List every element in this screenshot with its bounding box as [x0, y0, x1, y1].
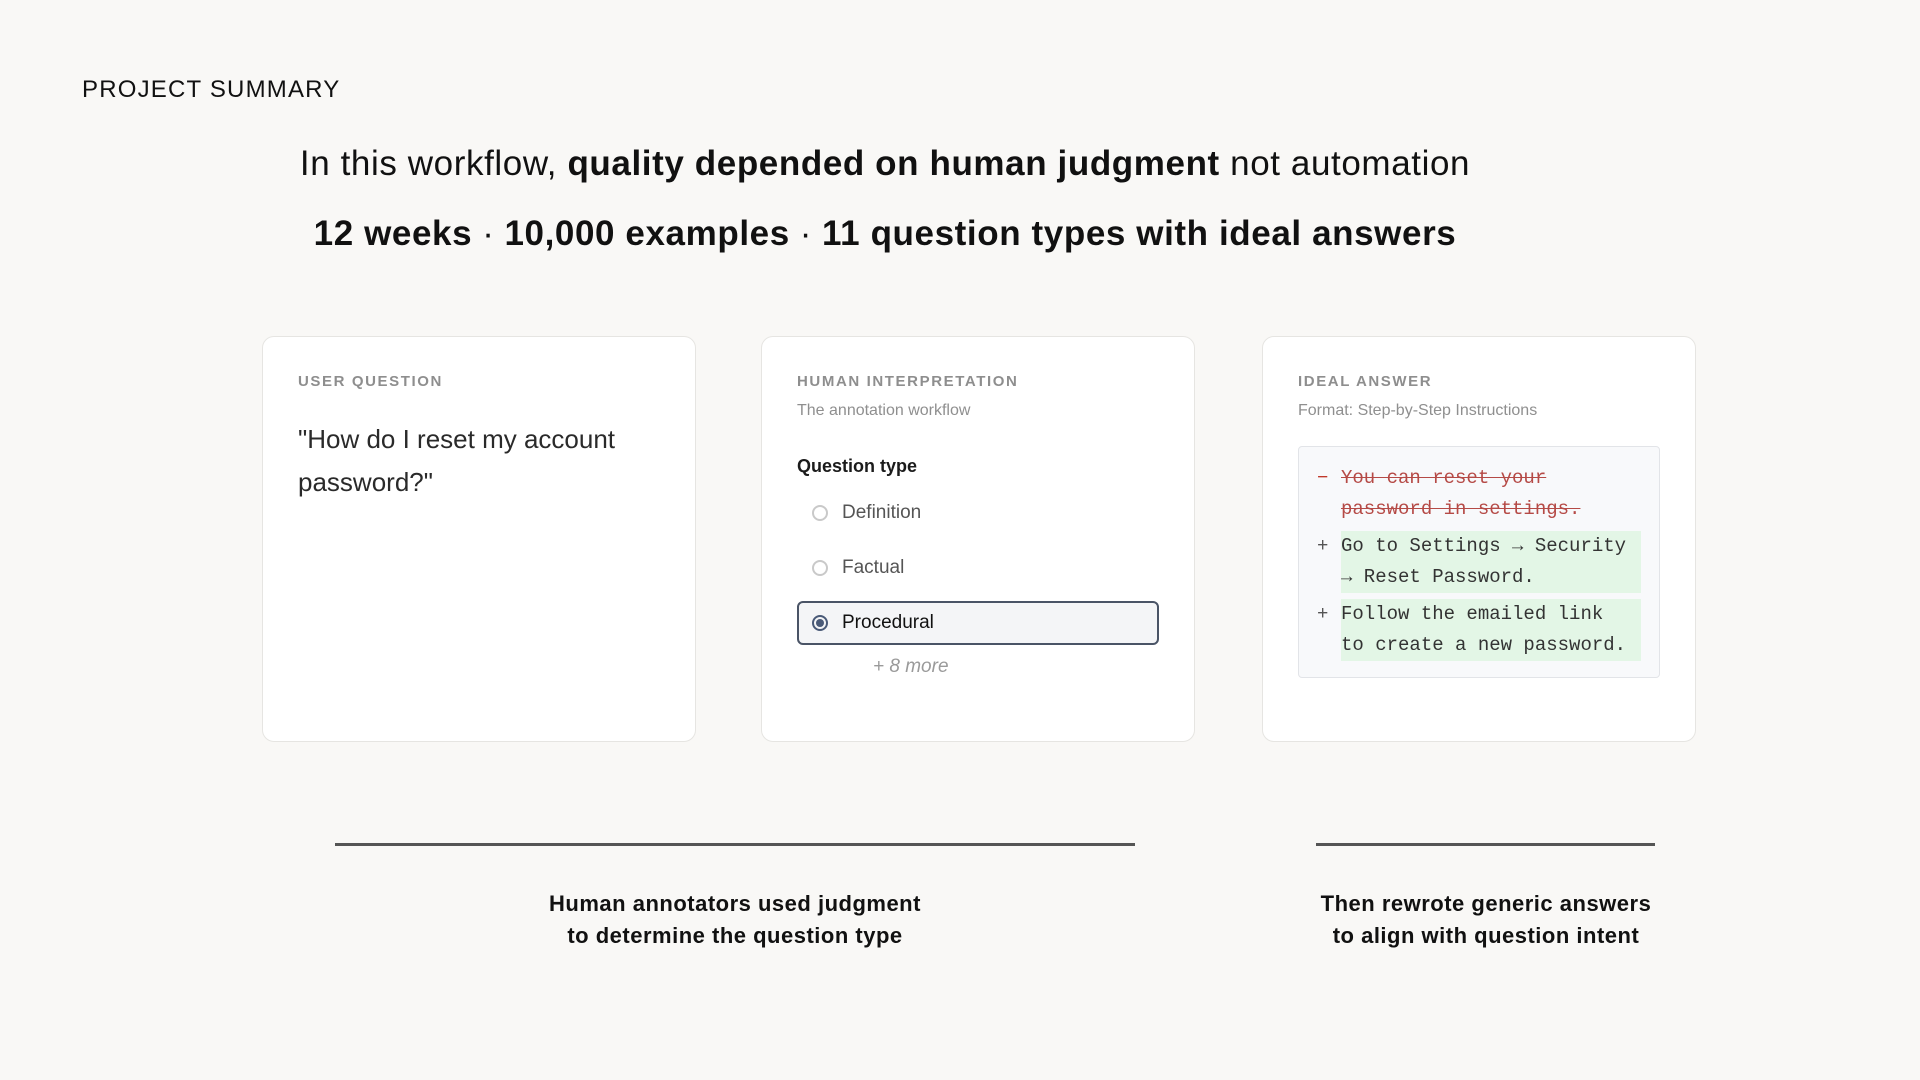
- diff-text: You can reset your password in settings.: [1341, 467, 1581, 520]
- ideal-answer-card: [1262, 336, 1696, 742]
- option-label: Factual: [842, 557, 905, 578]
- answer-diff: [1298, 446, 1660, 678]
- stat-examples: 10,000 examples: [504, 214, 790, 253]
- card-subtitle: The annotation workflow: [797, 402, 971, 419]
- stat-separator: ·: [799, 214, 813, 253]
- question-type-options: [797, 491, 1159, 645]
- caption-line: Human annotators used judgment: [549, 891, 921, 916]
- option-label: Definition: [842, 502, 922, 523]
- diff-text: Follow the emailed link to create a new password.: [1341, 599, 1641, 661]
- option-factual[interactable]: [797, 546, 1159, 590]
- plus-icon: +: [1317, 603, 1329, 625]
- diff-text: Go to Settings → Security → Reset Password.: [1341, 531, 1641, 593]
- user-question-text: "How do I reset my account password?": [298, 424, 616, 497]
- more-options-link[interactable]: + 8 more: [873, 656, 949, 677]
- radio-selected-icon[interactable]: [812, 615, 828, 631]
- headline: [0, 144, 1770, 184]
- headline-prefix: In this workflow,: [299, 144, 568, 183]
- headline-suffix: not automation: [1219, 144, 1471, 183]
- divider-right: [1316, 843, 1655, 846]
- stat-question-types: 11 question types with ideal answers: [822, 214, 1457, 253]
- radio-icon[interactable]: [812, 505, 828, 521]
- card-subtitle: Format: Step-by-Step Instructions: [1298, 402, 1538, 419]
- divider-left: [335, 843, 1135, 846]
- option-label: Procedural: [842, 612, 934, 633]
- radio-icon[interactable]: [812, 560, 828, 576]
- caption-line: to align with question intent: [1332, 923, 1640, 948]
- stat-duration: 12 weeks: [313, 214, 473, 253]
- human-interpretation-card: [761, 336, 1195, 742]
- stat-separator: ·: [482, 214, 495, 253]
- option-definition[interactable]: [797, 491, 1159, 535]
- diff-line-added: [1317, 599, 1641, 661]
- caption-line: to determine the question type: [567, 923, 903, 948]
- minus-icon: −: [1317, 467, 1329, 489]
- section-kicker: PROJECT SUMMARY: [82, 76, 341, 103]
- diff-line-removed: [1317, 463, 1641, 525]
- user-question-card: [262, 336, 696, 742]
- question-type-label: Question type: [797, 456, 918, 476]
- option-procedural[interactable]: [797, 601, 1159, 645]
- card-label: USER QUESTION: [298, 373, 443, 390]
- caption-line: Then rewrote generic answers: [1320, 891, 1652, 916]
- stats-line: [0, 214, 1770, 254]
- card-label: IDEAL ANSWER: [1298, 373, 1433, 390]
- headline-emphasis: quality depended on human judgment: [567, 144, 1220, 183]
- card-label: HUMAN INTERPRETATION: [797, 373, 1019, 390]
- plus-icon: +: [1317, 535, 1329, 557]
- diff-line-added: [1317, 531, 1641, 593]
- caption-right: [1276, 888, 1696, 952]
- caption-left: [335, 888, 1135, 952]
